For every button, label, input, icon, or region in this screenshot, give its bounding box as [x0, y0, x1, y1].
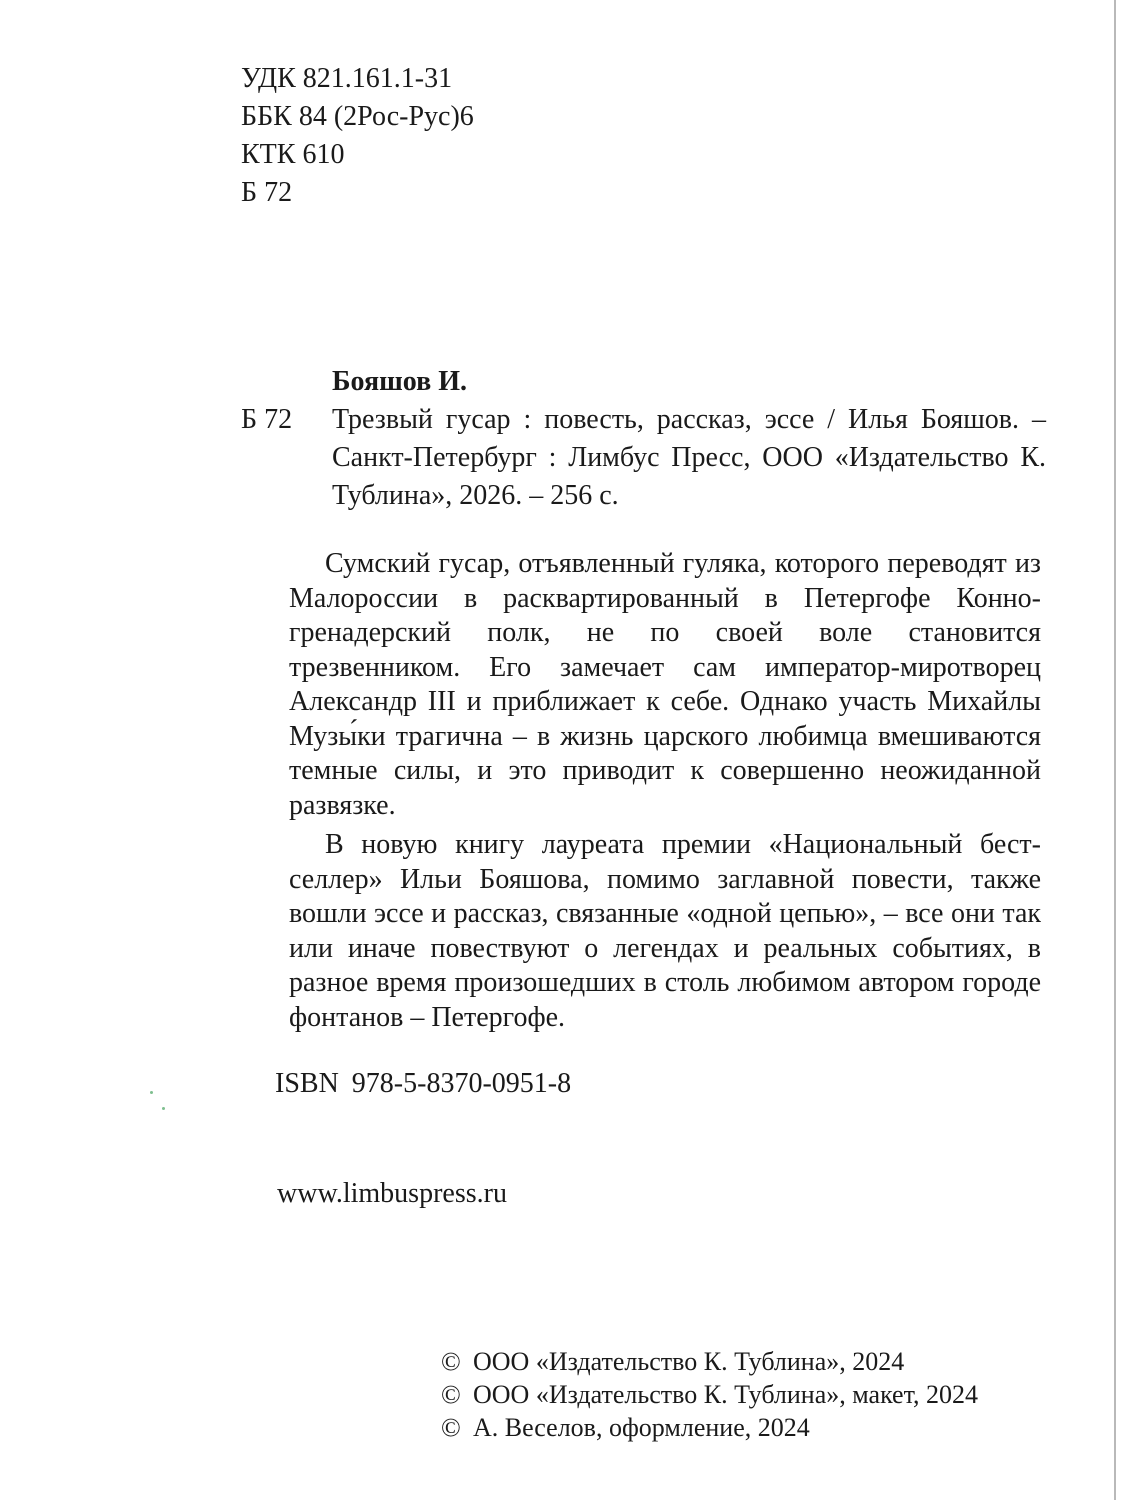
copyright-icon: ©	[441, 1413, 461, 1442]
author-mark: Б 72	[241, 177, 293, 208]
udk-code: УДК 821.161.1-31	[241, 63, 453, 94]
copyright-line	[441, 1411, 978, 1444]
classification-block	[241, 60, 474, 212]
entry-record	[241, 401, 1046, 515]
bibliographic-entry	[241, 363, 1046, 515]
scan-speck	[162, 1107, 165, 1110]
author-name: Бояшов И.	[332, 366, 467, 397]
copyright-text: А. Веселов, оформление, 2024	[473, 1413, 810, 1442]
copyright-text: ООО «Издательство К. Тублина», макет, 2024	[473, 1380, 978, 1409]
ktk-code: КТК 610	[241, 139, 345, 170]
scan-speck	[150, 1091, 153, 1094]
copyright-text: ООО «Издательство К. Тублина», 2024	[473, 1347, 905, 1376]
copyright-block	[441, 1345, 978, 1444]
entry-author-mark: Б 72	[241, 404, 293, 435]
annotation	[289, 547, 1041, 1040]
copyright-icon: ©	[441, 1380, 461, 1409]
publisher-website: www.limbuspress.ru	[277, 1178, 507, 1209]
copyright-icon: ©	[441, 1347, 461, 1376]
copyright-line	[441, 1378, 978, 1411]
annotation-paragraph: Сумский гусар, отъявленный гуляка, которого переводят из Малороссии в расквартированный в Петергофе Конно-гренадерский полк, не по своей воле становится трезвенником. Его замечает сам император-миротворец Александр III и приближает к себе. Однако участь Михайлы Музы́ки трагична – в жизнь царского любимца вмешиваются темные силы, и это приводит к совершенно неожиданной развязке.	[289, 548, 1041, 821]
bbk-code: ББК 84 (2Рос-Рус)6	[241, 101, 474, 132]
copyright-line	[441, 1345, 978, 1378]
page-edge-line	[1114, 0, 1116, 1500]
annotation-paragraph: В новую книгу лауреата премии «Национальный бестселлер» Ильи Бояшова, помимо заглавной повести, также вошли эссе и рассказ, связанные «одной цепью», – все они так или иначе повествуют о легендах и реальных событиях, в разное время произошедших в столь любимом автором городе фонтанов – Петергофе.	[289, 829, 1041, 1033]
entry-description: Трезвый гусар : повесть, рассказ, эссе / Илья Бояшов. – Санкт-Петербург : Лимбус Пресс, ООО «Издательство К. Тублина», 2026. – 256 с.	[332, 404, 1046, 511]
isbn-number: ISBN 978-5-8370-0951-8	[275, 1068, 572, 1099]
